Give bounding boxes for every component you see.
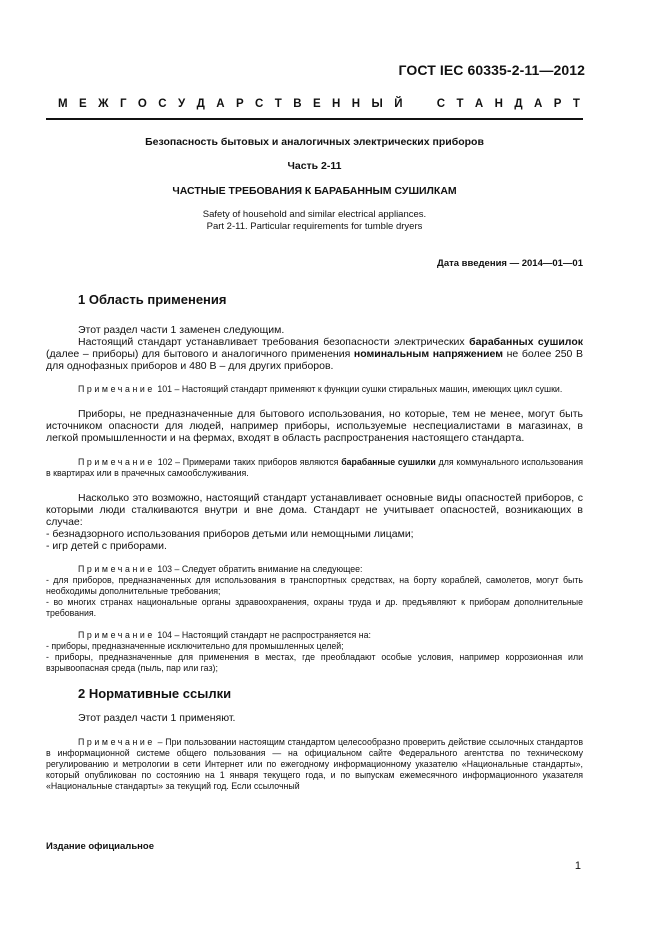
interstate-letter: С	[255, 98, 264, 110]
term-rated-voltage: номинальным напряжением	[353, 348, 504, 360]
official-edition-label: Издание официальное	[46, 841, 154, 852]
introduction-date: Дата введения — 2014—01—01	[437, 258, 583, 269]
interstate-letter: Ы	[371, 98, 383, 110]
note-list-item: - во многих странах национальные органы здравоохранения, охраны труда и др. предъявляют к приборам дополнительные требования.	[46, 597, 583, 618]
note-text: для коммунального использования в квартирах или в прачечных самообслуживания.	[46, 457, 584, 478]
section2-paragraph: Этот раздел части 1 применяют.	[78, 712, 236, 724]
note-list-item: - приборы, предназначенные исключительно для промышленных целей;	[46, 641, 344, 651]
term-tumble-dryers: барабанных сушилок	[469, 336, 583, 348]
interstate-letter: Р	[235, 98, 244, 110]
interstate-letter: С	[158, 98, 167, 110]
document-body	[46, 292, 583, 792]
note-102	[46, 457, 583, 479]
note-text: – При пользовании настоящим стандартом целесообразно проверить действие ссылочных стандартов в информационной системе общего пользования — на официальном сайте Федерального агентства по техническому регулированию и метрологии в сети Интернет или по ежегодному информационному указателю «Национальные стандарты», который опубликован по состоянию на 1 января текущего года, и по выпускам ежемесячного информационного указателя «Национальные стандарты» за текущий год. Если ссылочный	[46, 737, 583, 791]
interstate-letter: А	[534, 98, 543, 110]
interstate-letter: У	[178, 98, 186, 110]
interstate-letter: Т	[456, 98, 464, 110]
english-title-line1: Safety of household and similar electrical appliances.	[202, 209, 427, 220]
interstate-letter: Т	[274, 98, 282, 110]
interstate-letter: Д	[514, 98, 523, 110]
note-label: Примечание	[78, 457, 155, 467]
interstate-letter: Т	[572, 98, 580, 110]
note-text: 102 – Примерами таких приборов являются	[157, 457, 342, 467]
interstate-letter: Г	[119, 98, 127, 110]
english-title-line2: Part 2-11. Particular requirements for tumble dryers	[206, 221, 423, 232]
interstate-standard-heading	[58, 98, 580, 110]
list-item: - игр детей с приборами.	[46, 540, 167, 552]
interstate-letter: А	[474, 98, 484, 110]
note-list-item: - для приборов, предназначенных для использования в транспортных средствах, на борту кораблей, самолетов, могут быть необходимы дополнительные требования;	[46, 575, 583, 596]
document-part: Часть 2-11	[287, 160, 342, 172]
interstate-letter: М	[58, 98, 68, 110]
interstate-letter: Е	[79, 98, 87, 110]
english-title	[46, 209, 583, 233]
document-subtitle: Безопасность бытовых и аналогичных электрических приборов	[145, 136, 484, 148]
term-tumble-dryers: барабанные сушилки	[341, 457, 436, 467]
note-104	[46, 630, 583, 641]
interstate-letter: Ж	[98, 98, 109, 110]
note-list-item: - приборы, предназначенные для применения в местах, где преобладают особые условия, например коррозионная или взрывоопасная среда (пыль, пар или газ);	[46, 652, 583, 673]
document-title: ЧАСТНЫЕ ТРЕБОВАНИЯ К БАРАБАННЫМ СУШИЛКАМ	[172, 185, 457, 197]
interstate-letter: О	[137, 98, 147, 110]
text-span: Настоящий стандарт устанавливает требования безопасности электрических	[78, 336, 470, 348]
interstate-letter: Е	[312, 98, 321, 110]
section2-heading: 2 Нормативные ссылки	[78, 686, 232, 701]
note-label: Примечание	[78, 630, 155, 640]
interstate-letter: Р	[553, 98, 562, 110]
page-number: 1	[574, 860, 581, 872]
interstate-letter: С	[436, 98, 446, 110]
section1-scope-paragraph	[46, 336, 583, 372]
section2-note	[46, 737, 583, 792]
note-label: Примечание	[78, 737, 155, 747]
section1-paragraph: Этот раздел части 1 заменен следующим.	[78, 324, 285, 336]
interstate-letter: А	[216, 98, 225, 110]
interstate-letter: Н	[494, 98, 503, 110]
section1-paragraph: Насколько это возможно, настоящий стандарт устанавливает основные виды опасностей приборов, с которыми люди сталкиваются внутри и вне дома. Стандарт не учитывает опасностей, возникающих в случае:	[46, 492, 583, 528]
interstate-letter: Н	[351, 98, 361, 110]
note-label: Примечание	[78, 384, 155, 394]
text-span: не более 250 В для однофазных приборов и 480 В – для других приборов.	[46, 348, 583, 372]
interstate-letter: Н	[332, 98, 341, 110]
gost-number: ГОСТ IEC 60335-2-11—2012	[398, 62, 585, 78]
interstate-letter: Й	[394, 98, 403, 110]
text-span: (далее – приборы) для бытового и аналогичного применения	[46, 348, 354, 360]
note-101	[46, 384, 583, 395]
header-rule	[46, 118, 583, 120]
note-text: 104 – Настоящий стандарт не распространяется на:	[157, 630, 371, 640]
section1-heading: 1 Область применения	[78, 292, 227, 307]
list-item: - безнадзорного использования приборов детьми или немощными лицами;	[46, 528, 414, 540]
note-text: 103 – Следует обратить внимание на следующее:	[157, 564, 363, 574]
section1-paragraph: Приборы, не предназначенные для бытового использования, но которые, тем не менее, могут быть источником опасности для людей, например приборы, используемые неспециалистами в магазинах, в легкой промышленности и на фермах, входят в область распространения настоящего стандарта.	[46, 408, 583, 444]
note-103	[46, 564, 583, 575]
note-text: 101 – Настоящий стандарт применяют к функции сушки стиральных машин, имеющих цикл сушки.	[157, 384, 563, 394]
note-label: Примечание	[78, 564, 155, 574]
interstate-letter: Д	[196, 98, 205, 110]
interstate-letter: В	[293, 98, 302, 110]
